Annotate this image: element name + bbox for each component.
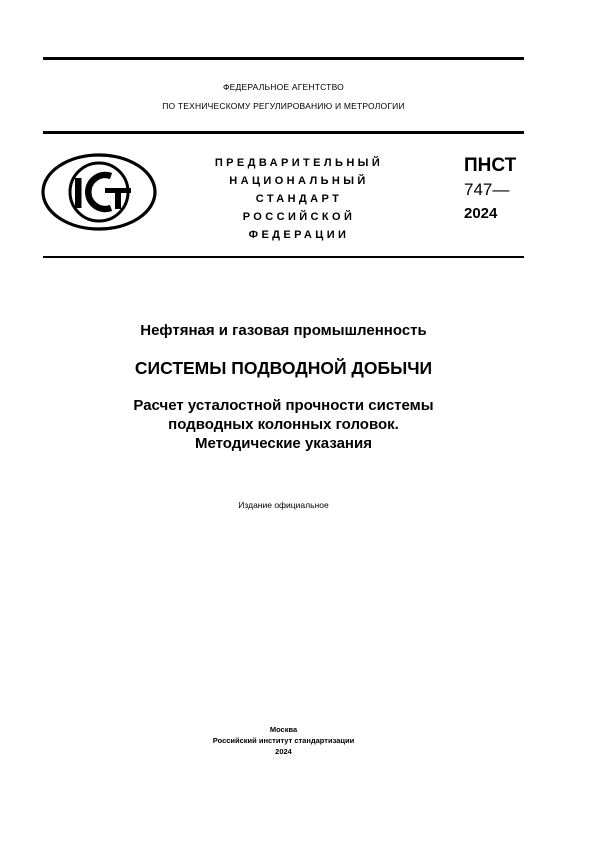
standard-type-line-3: СТАНДАРТ [255, 193, 343, 205]
imprint-city: Москва [269, 725, 298, 734]
gost-r-logo-icon [41, 152, 157, 232]
standard-type-line-1: ПРЕДВАРИТЕЛЬНЫЙ [214, 157, 384, 169]
industry-title: Нефтяная и газовая промышленность [140, 322, 427, 339]
subtitle [43, 396, 524, 453]
subtitle-line-2: подводных колонных головок. [168, 416, 399, 433]
subtitle-line-1: Расчет усталостной прочности системы [133, 397, 434, 414]
imprint-publisher: Российский институт стандартизации [212, 736, 355, 745]
header-rule [43, 131, 524, 134]
agency-line-2: ПО ТЕХНИЧЕСКОМУ РЕГУЛИРОВАНИЮ И МЕТРОЛОГИИ [162, 101, 405, 111]
imprint-year: 2024 [275, 747, 292, 756]
subtitle-line-3: Методические указания [195, 435, 372, 452]
designation-number: 747— [464, 180, 510, 199]
official-edition: Издание официальное [238, 500, 329, 510]
agency-line-1: ФЕДЕРАЛЬНОЕ АГЕНТСТВО [223, 82, 344, 92]
standard-type-line-5: ФЕДЕРАЦИИ [248, 229, 350, 241]
designation-rule [43, 256, 524, 258]
designation-prefix: ПНСТ [464, 155, 517, 176]
standard-type-line-2: НАЦИОНАЛЬНЫЙ [229, 175, 369, 187]
standard-type-line-4: РОССИЙСКОЙ [242, 211, 356, 223]
designation-year: 2024 [464, 205, 498, 222]
main-title: СИСТЕМЫ ПОДВОДНОЙ ДОБЫЧИ [134, 358, 433, 378]
top-rule [43, 57, 524, 60]
